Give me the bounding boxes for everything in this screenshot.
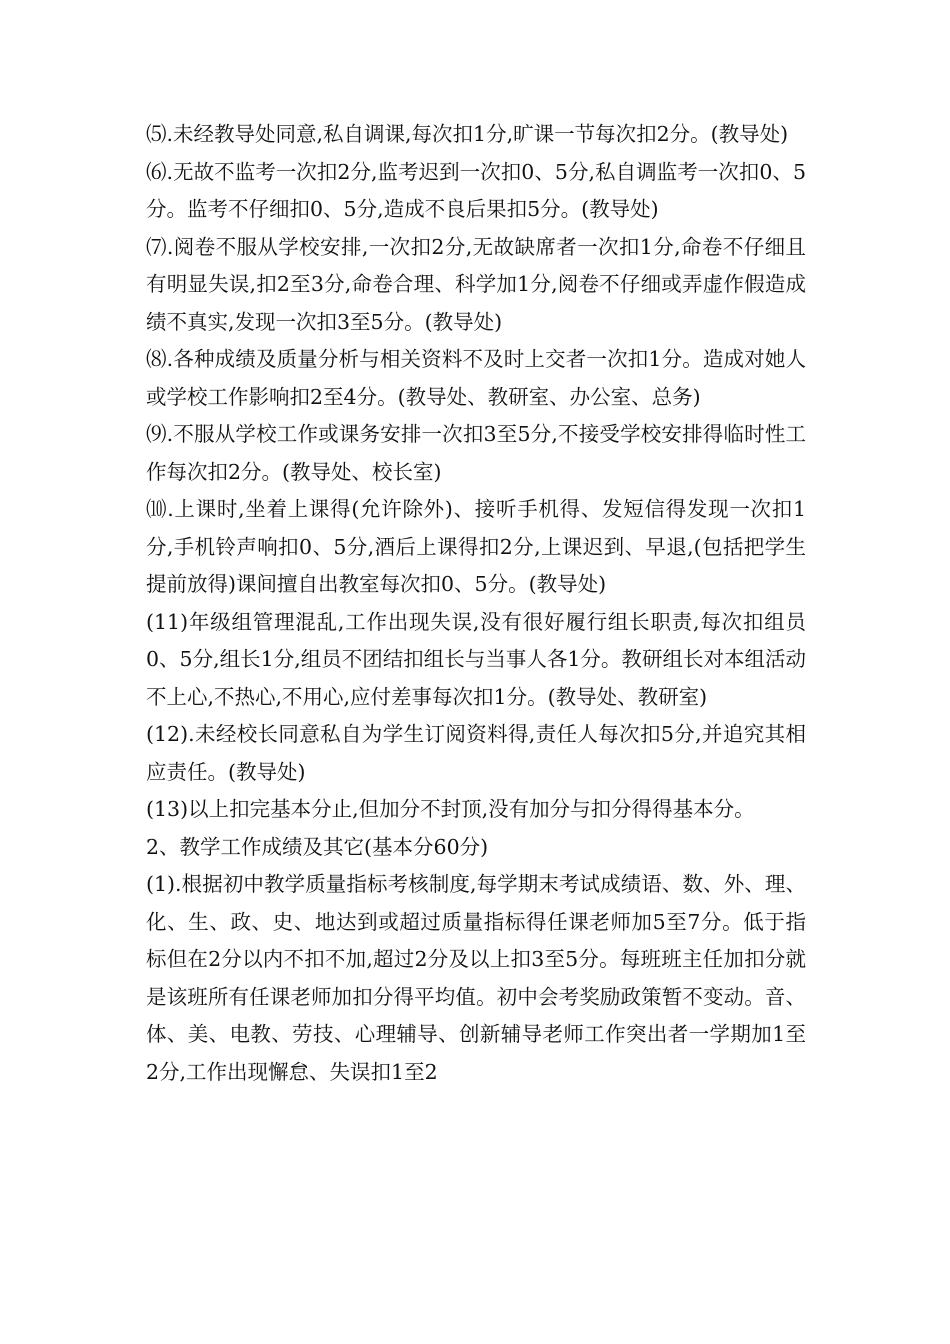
paragraph-item-6: ⑹.无故不监考一次扣2分,监考迟到一次扣0、5分,私自调监考一次扣0、5分。监考不仔细扣0、5分,造成不良后果扣5分。(教导处) bbox=[146, 159, 806, 221]
paragraph-item-10: ⑽.上课时,坐着上课得(允许除外)、接听手机得、发短信得发现一次扣1分,手机铃声响扣0、5分,酒后上课得扣2分,上课迟到、早退,(包括把学生提前放得)课间擅自出教室每次扣0、5分。(教导处) bbox=[146, 497, 806, 596]
document-body bbox=[146, 116, 806, 1091]
paragraph-item-13: (13)以上扣完基本分止,但加分不封顶,没有加分与扣分得得基本分。 bbox=[146, 797, 755, 821]
paragraph-item-8: ⑻.各种成绩及质量分析与相关资料不及时上交者一次扣1分。造成对她人或学校工作影响扣2至4分。(教导处、教研室、办公室、总务) bbox=[146, 347, 806, 409]
paragraph-item-11: (11)年级组管理混乱,工作出现失误,没有很好履行组长职责,每次扣组员0、5分,组长1分,组员不团结扣组长与当事人各1分。教研组长对本组活动不上心,不热心,不用心,应付差事每次扣1分。(教导处、教研室) bbox=[146, 609, 806, 709]
paragraph-item-7: ⑺.阅卷不服从学校安排,一次扣2分,无故缺席者一次扣1分,命卷不仔细且有明显失误,扣2至3分,命卷合理、科学加1分,阅卷不仔细或弄虚作假造成绩不真实,发现一次扣3至5分。(教导处) bbox=[146, 234, 806, 334]
paragraph-item-1: (1).根据初中教学质量指标考核制度,每学期末考试成绩语、数、外、理、化、生、政、史、地达到或超过质量指标得任课老师加5至7分。低于指标但在2分以内不扣不加,超过2分及以上扣3至5分。每班班主任加扣分就是该班所有任课老师加扣分得平均值。初中会考奖励政策暂不变动。音、体、美、电教、劳技、心理辅导、创新辅导老师工作突出者一学期加1至2分,工作出现懈怠、失误扣1至2 bbox=[146, 872, 806, 1084]
paragraph-item-5: ⑸.未经教导处同意,私自调课,每次扣1分,旷课一节每次扣2分。(教导处) bbox=[146, 122, 789, 146]
section-heading: 2、教学工作成绩及其它(基本分60分) bbox=[146, 834, 489, 859]
paragraph-item-12: (12).未经校长同意私自为学生订阅资料得,责任人每次扣5分,并追究其相应责任。(教导处) bbox=[146, 722, 806, 784]
paragraph-item-9: ⑼.不服从学校工作或课务安排一次扣3至5分,不接受学校安排得临时性工作每次扣2分。(教导处、校长室) bbox=[146, 422, 806, 484]
